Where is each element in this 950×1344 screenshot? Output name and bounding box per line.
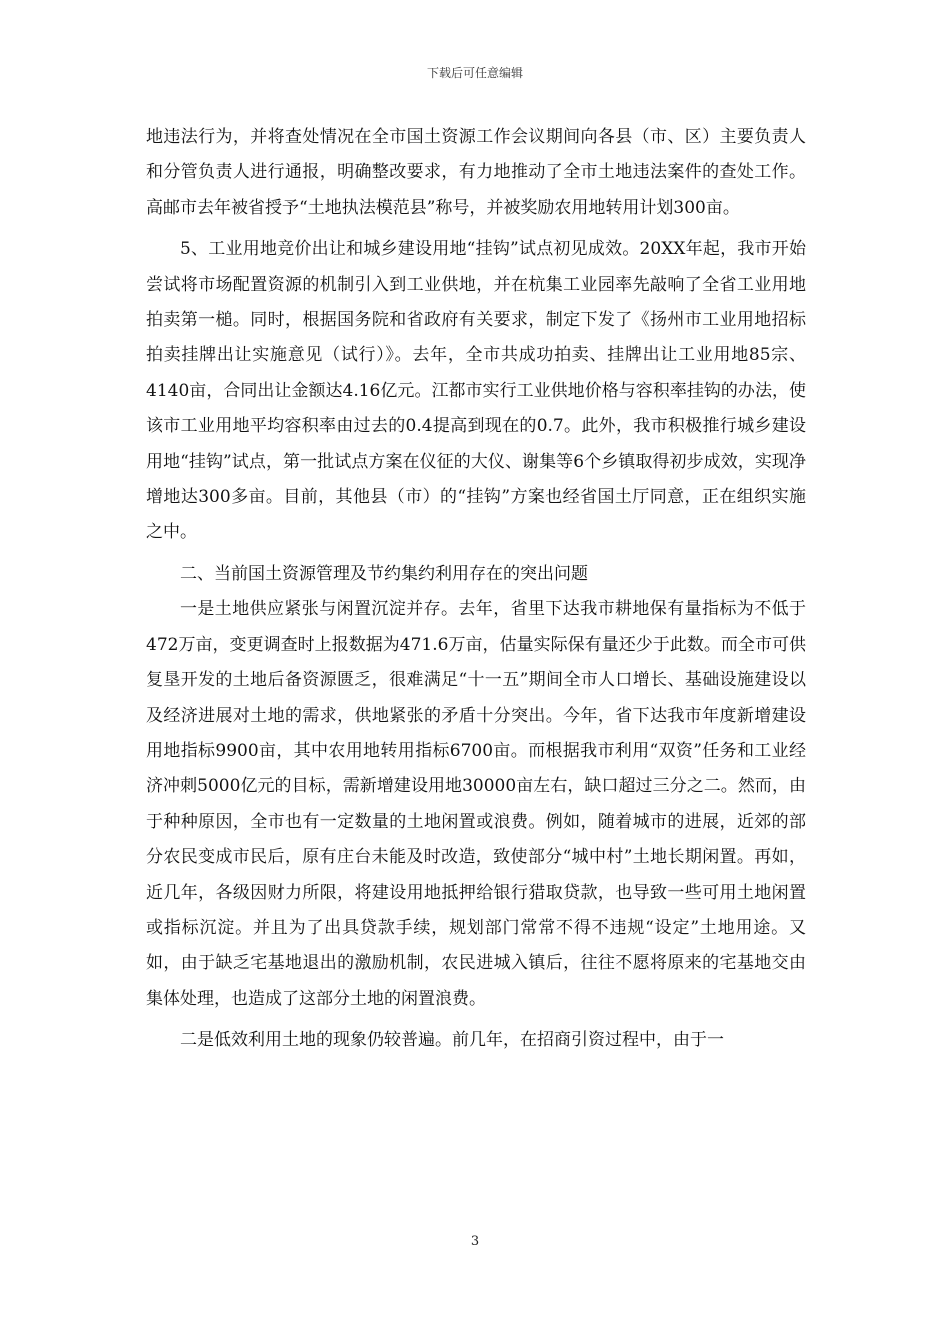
paragraph-issue-one: 一是土地供应紧张与闲置沉淀并存。去年，省里下达我市耕地保有量指标为不低于472万亩，变更调查时上报数据为471.6万亩，估量实际保有量还少于此数。而全市可供复垦开发的土地后备资源匮乏，很难满足“十一五”期间全市人口增长、基础设施建设以及经济进展对土地的需求，供地紧张的矛盾十分突出。今年，省下达我市年度新增建设用地指标9900亩，其中农用地转用指标6700亩。而根据我市利用“双资”任务和工业经济冲刺5000亿元的目标，需新增建设用地30000亩左右，缺口超过三分之二。然而，由于种种原因，全市也有一定数量的土地闲置或浪费。例如，随着城市的进展，近郊的部分农民变成市民后，原有庄台未能及时改造，致使部分“城中村”土地长期闲置。再如，近几年，各级因财力所限，将建设用地抵押给银行猎取贷款，也导致一些可用土地闲置或指标沉淀。并且为了出具贷款手续，规划部门常常不得不违规“设定”土地用途。又如，由于缺乏宅基地退出的激励机制，农民进城入镇后，往往不愿将原来的宅基地交由集体处理，也造成了这部分土地的闲置浪费。 xyxy=(146,599,806,1009)
paragraph-issue-two: 二是低效利用土地的现象仍较普遍。前几年，在招商引资过程中，由于一 xyxy=(180,1030,724,1051)
section-heading: 二、当前国土资源管理及节约集约利用存在的突出问题 xyxy=(180,563,588,584)
paragraph-continuation: 地违法行为，并将查处情况在全市国土资源工作会议期间向各县（市、区）主要负责人和分管负责人进行通报，明确整改要求，有力地推动了全市土地违法案件的查处工作。高邮市去年被省授予“土地执法模范县”称号，并被奖励农用地转用计划300亩。 xyxy=(146,127,806,218)
page-header-note: 下载后可任意编辑 xyxy=(426,66,523,80)
page-number: 3 xyxy=(470,1234,480,1249)
document-body xyxy=(146,120,806,1059)
paragraph-industrial-land: 5、工业用地竞价出让和城乡建设用地“挂钩”试点初见成效。20XX年起，我市开始尝试将市场配置资源的机制引入到工业供地，并在杭集工业园率先敲响了全省工业用地拍卖第一槌。同时，根据国务院和省政府有关要求，制定下发了《扬州市工业用地招标拍卖挂牌出让实施意见（试行）》。去年，全市共成功拍卖、挂牌出让工业用地85宗、4140亩，合同出让金额达4.16亿元。江都市实行工业供地价格与容积率挂钩的办法，使该市工业用地平均容积率由过去的0.4提高到现在的0.7。此外，我市积极推行城乡建设用地“挂钩”试点，第一批试点方案在仪征的大仪、谢集等6个乡镇取得初步成效，实现净增地达300多亩。目前，其他县（市）的“挂钩”方案也经省国土厅同意，正在组织实施之中。 xyxy=(146,239,806,543)
